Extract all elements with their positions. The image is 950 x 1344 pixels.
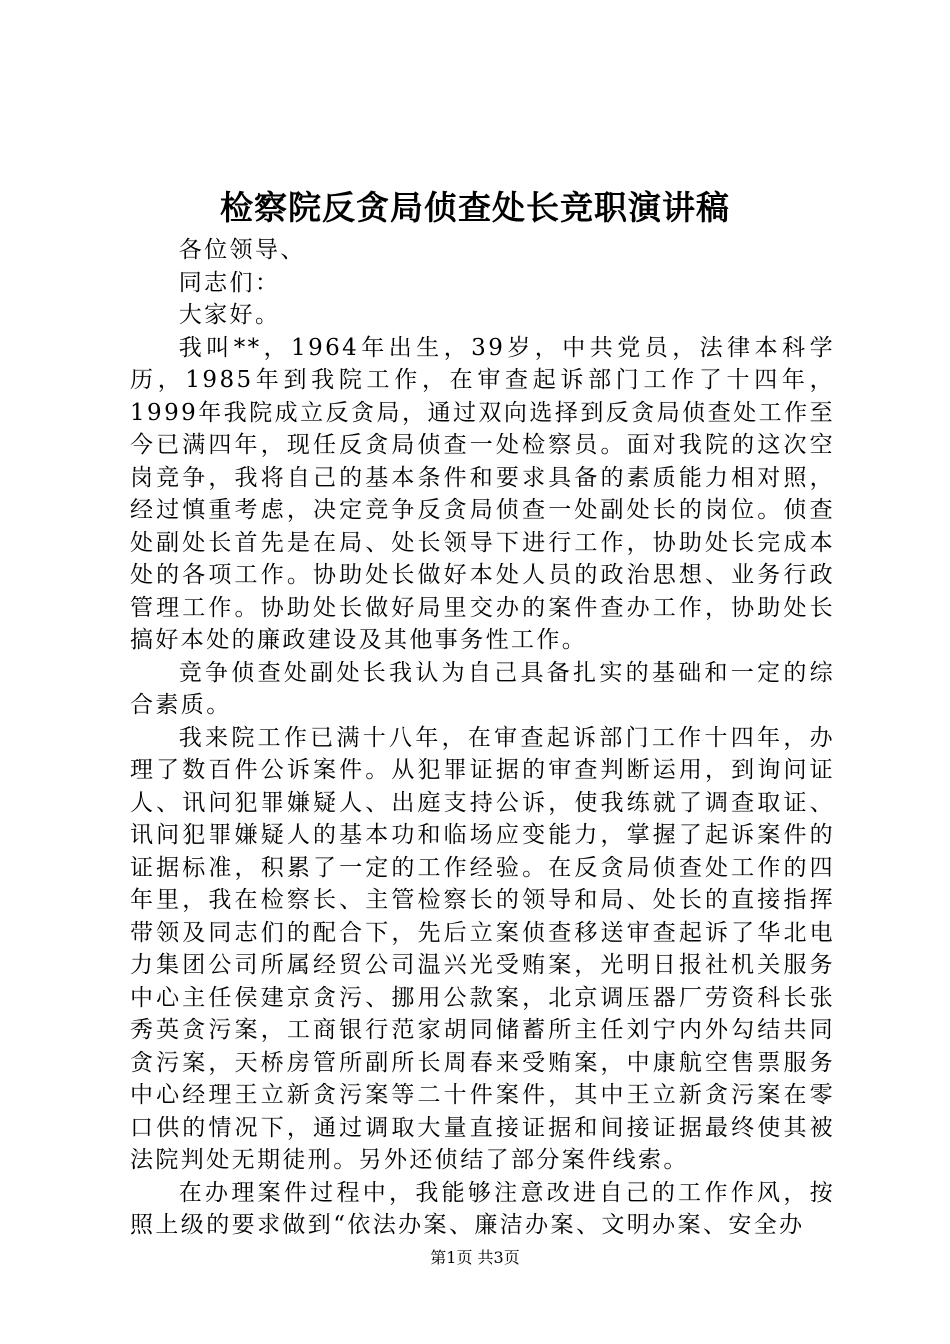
document-body xyxy=(130,234,835,1242)
paragraph-self-introduction: 我叫**，1964年出生，39岁，中共党员，法律本科学历，1985年到我院工作，在审查起诉部门工作了十四年，1999年我院成立反贪局，通过双向选择到反贪局侦查处工作至今已满四年，现任反贪局侦查一处检察员。面对我院的这次空岗竞争，我将自己的基本条件和要求具备的素质能力相对照，经过慎重考虑，决定竞争反贪局侦查一处副处长的岗位。侦查处副处长首先是在局、处长领导下进行工作，协助处长完成本处的各项工作。协助处长做好本处人员的政治思想、业务行政管理工作。协助处长做好局里交办的案件查办工作，协助处长搞好本处的廉政建设及其他事务性工作。 xyxy=(130,334,835,653)
paragraph-work-experience: 我来院工作已满十八年，在审查起诉部门工作十四年，办理了数百件公诉案件。从犯罪证据的审查判断运用，到询问证人、讯问犯罪嫌疑人、出庭支持公诉，使我练就了调查取证、讯问犯罪嫌疑人的基本功和临场应变能力，掌握了起诉案件的证据标准，积累了一定的工作经验。在反贪局侦查处工作的四年里，我在检察长、主管检察长的领导和局、处长的直接指挥带领及同志们的配合下，先后立案侦查移送审查起诉了华北电力集团公司所属经贸公司温兴光受贿案，光明日报社机关服务中心主任侯建京贪污、挪用公款案，北京调压器厂劳资科长张秀英贪污案，工商银行范家胡同储蓄所主任刘宁内外勾结共同贪污案，天桥房管所副所长周春来受贿案，中康航空售票服务中心经理王立新贪污案等二十件案件，其中王立新贪污案在零口供的情况下，通过调取大量直接证据和间接证据最终使其被法院判处无期徒刑。另外还侦结了部分案件线索。 xyxy=(130,724,835,1173)
document-title: 检察院反贪局侦查处长竞职演讲稿 xyxy=(220,188,730,227)
page-footer: 第1页 共3页 xyxy=(430,1248,520,1267)
paragraph-work-style: 在办理案件过程中，我能够注意改进自己的工作作风，按照上级的要求做到“依法办案、廉洁办案、文明办案、安全办 xyxy=(130,1179,835,1238)
salutation-leaders: 各位领导、 xyxy=(178,237,306,263)
paragraph-qualification-statement: 竞争侦查处副处长我认为自己具备扎实的基础和一定的综合素质。 xyxy=(130,659,835,718)
greeting: 大家好。 xyxy=(178,302,281,328)
salutation-comrades: 同志们： xyxy=(178,269,281,296)
